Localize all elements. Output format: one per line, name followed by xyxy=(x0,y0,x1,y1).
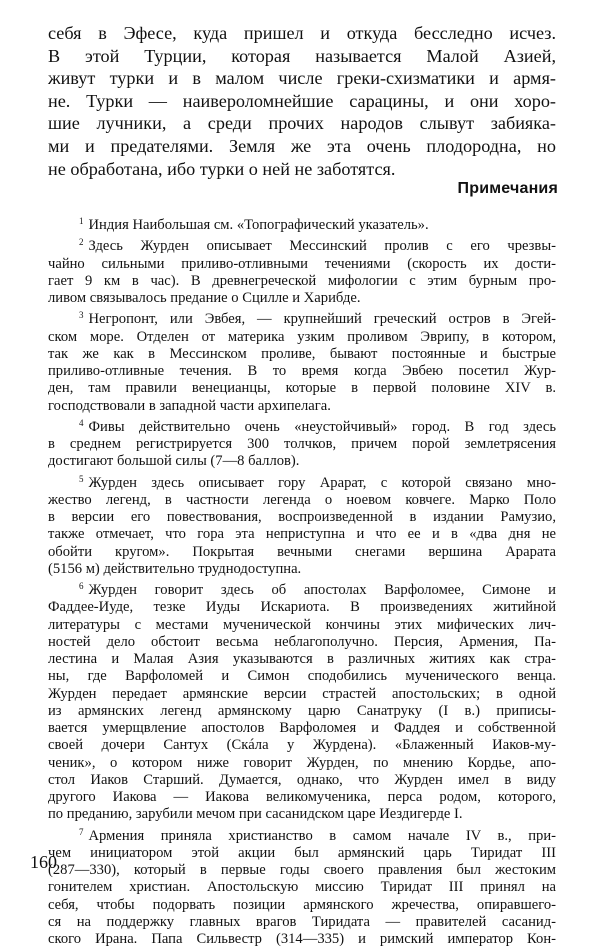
note-line: $^5$ Журден здесь описывает гору Арарат, с которой связано мно- xyxy=(48,471,556,492)
note-6 xyxy=(48,578,556,824)
note-line: также отмечает, что гора эта неприступна и что ее и в «два дня не xyxy=(48,526,556,543)
note-line: ском море. Отделен от материка узким проливом Эврипу, в котором, xyxy=(48,329,556,346)
note-line: своей дочери Сантух (Скáла у Журдена). «Блаженный Иаков-му- xyxy=(48,737,556,754)
note-line: $^6$ Журден говорит здесь об апостолах Варфоломее, Симоне и xyxy=(48,578,556,599)
note-line: в среднем регистрируется 300 толчков, причем порой землетрясения xyxy=(48,436,556,453)
note-number: 2 xyxy=(79,237,84,247)
notes-list xyxy=(48,213,556,948)
main-text-line: В этой Турции, которая называется Малой Азией, xyxy=(48,45,556,68)
note-7 xyxy=(48,824,556,948)
note-line: другого Иакова — Иакова великомученика, перса родом, которого, xyxy=(48,789,556,806)
main-text-line: живут турки и в малом числе греки-схизматики и армя- xyxy=(48,67,556,90)
note-number: 6 xyxy=(79,581,84,591)
note-5 xyxy=(48,471,556,579)
note-line: ченик», о котором ниже говорит Журден, по мнению Кордье, апо- xyxy=(48,755,556,772)
main-text-line: ми и предателями. Земля же эта очень плодородна, но xyxy=(48,135,556,158)
note-1 xyxy=(48,213,556,234)
note-number: 3 xyxy=(79,310,84,320)
note-4 xyxy=(48,415,556,471)
main-text-line: не обработана, ибо турки о ней не заботятся. xyxy=(48,158,556,181)
note-line: (5156 м) действительно труднодоступна. xyxy=(48,561,556,578)
main-text-line: шие лучники, а среди прочих народов слывут забияка- xyxy=(48,112,556,135)
note-line: (287—330), который в первые годы своего правления был жестоким xyxy=(48,862,556,879)
note-line: жество легенд, в частности легенда о ноевом ковчеге. Марко Поло xyxy=(48,492,556,509)
note-3 xyxy=(48,307,556,415)
note-line: ны, где Варфоломей и Симон сподобились мученического венца. xyxy=(48,668,556,685)
note-line: $^3$ Негропонт, или Эвбея, — крупнейший греческий остров в Эгей- xyxy=(48,307,556,328)
note-line: чем инициатором этой акции был армянский царь Тиридат III xyxy=(48,845,556,862)
note-line: $^1$ Индия Наибольшая см. «Топографический указатель». xyxy=(48,213,556,234)
page-number: 160 xyxy=(30,852,57,873)
note-line: ден, там правили венецианцы, которые в первой половине XIV в. xyxy=(48,380,556,397)
note-line: $^7$ Армения приняла христианство в самом начале IV в., при- xyxy=(48,824,556,845)
note-line: Фаддее-Иуде, тезке Иуды Искариота. В произведениях житийной xyxy=(48,599,556,616)
note-line: в версии его повествования, воспроизведенной в издании Рамузио, xyxy=(48,509,556,526)
note-line: из армянских легенд армянскому царю Санатруку (I в.) приписы- xyxy=(48,703,556,720)
note-line: вается умерщвление апостолов Варфоломея и Фаддея и собственной xyxy=(48,720,556,737)
note-line: приливо-отливные течения. В то время когда Эвбею посетил Жур- xyxy=(48,363,556,380)
note-number: 4 xyxy=(79,418,84,428)
note-number: 1 xyxy=(79,216,84,226)
note-line: $^4$ Фивы действительно очень «неустойчивый» город. В год здесь xyxy=(48,415,556,436)
note-line: ского Ирана. Папа Сильвестр (314—335) и римский император Кон- xyxy=(48,931,556,948)
note-line: лестина и Малая Азия указываются в различных житиях как стра- xyxy=(48,651,556,668)
main-text-line: себя в Эфесе, куда пришел и откуда бесследно исчез. xyxy=(48,22,556,45)
note-line: литературы с местами мученической кончины этих мифических лич- xyxy=(48,617,556,634)
note-line: чайно сильными приливо-отливными течениями (скорость их дости- xyxy=(48,256,556,273)
note-number: 5 xyxy=(79,474,84,484)
note-line: ся на поддержку главных врагов Тиридата — правителей сасанид- xyxy=(48,914,556,931)
note-line: ливом связывалось предание о Сцилле и Харибде. xyxy=(48,290,556,307)
note-line: стол Иаков Старший. Думается, однако, что Журден имел в виду xyxy=(48,772,556,789)
note-line: достигают большой силы (7—8 баллов). xyxy=(48,453,556,470)
note-line: господствовали в западной части архипелага. xyxy=(48,398,556,415)
note-line: $^2$ Здесь Журден описывает Мессинский пролив с его чрезвы- xyxy=(48,234,556,255)
note-line: ностей дело обстоит весьма неблагополучно. Персия, Армения, Па- xyxy=(48,634,556,651)
note-number: 7 xyxy=(79,827,84,837)
main-text-block xyxy=(48,22,556,180)
note-line: себя, чтобы подорвать позиции армянского жречества, опиравшего- xyxy=(48,897,556,914)
note-line: Журден передает армянские версии страстей апостольских; в одной xyxy=(48,686,556,703)
note-line: по преданию, зарубили мечом при сасанидском царе Иездигерде I. xyxy=(48,806,556,823)
note-line: так же как в Мессинском проливе, бывают постоянные и быстрые xyxy=(48,346,556,363)
note-line: гает 9 км в час). В древнегреческой мифологии с этим бурным про- xyxy=(48,273,556,290)
main-text-line: не. Турки — наивероломнейшие сарацины, и они хоро- xyxy=(48,90,556,113)
note-line: гонителем христиан. Апостольскую миссию Тиридат III принял на xyxy=(48,879,556,896)
note-line: обойти кругом». Покрытая вечными снегами вершина Арарата xyxy=(48,544,556,561)
note-2 xyxy=(48,234,556,307)
section-heading: Примечания xyxy=(458,180,558,198)
